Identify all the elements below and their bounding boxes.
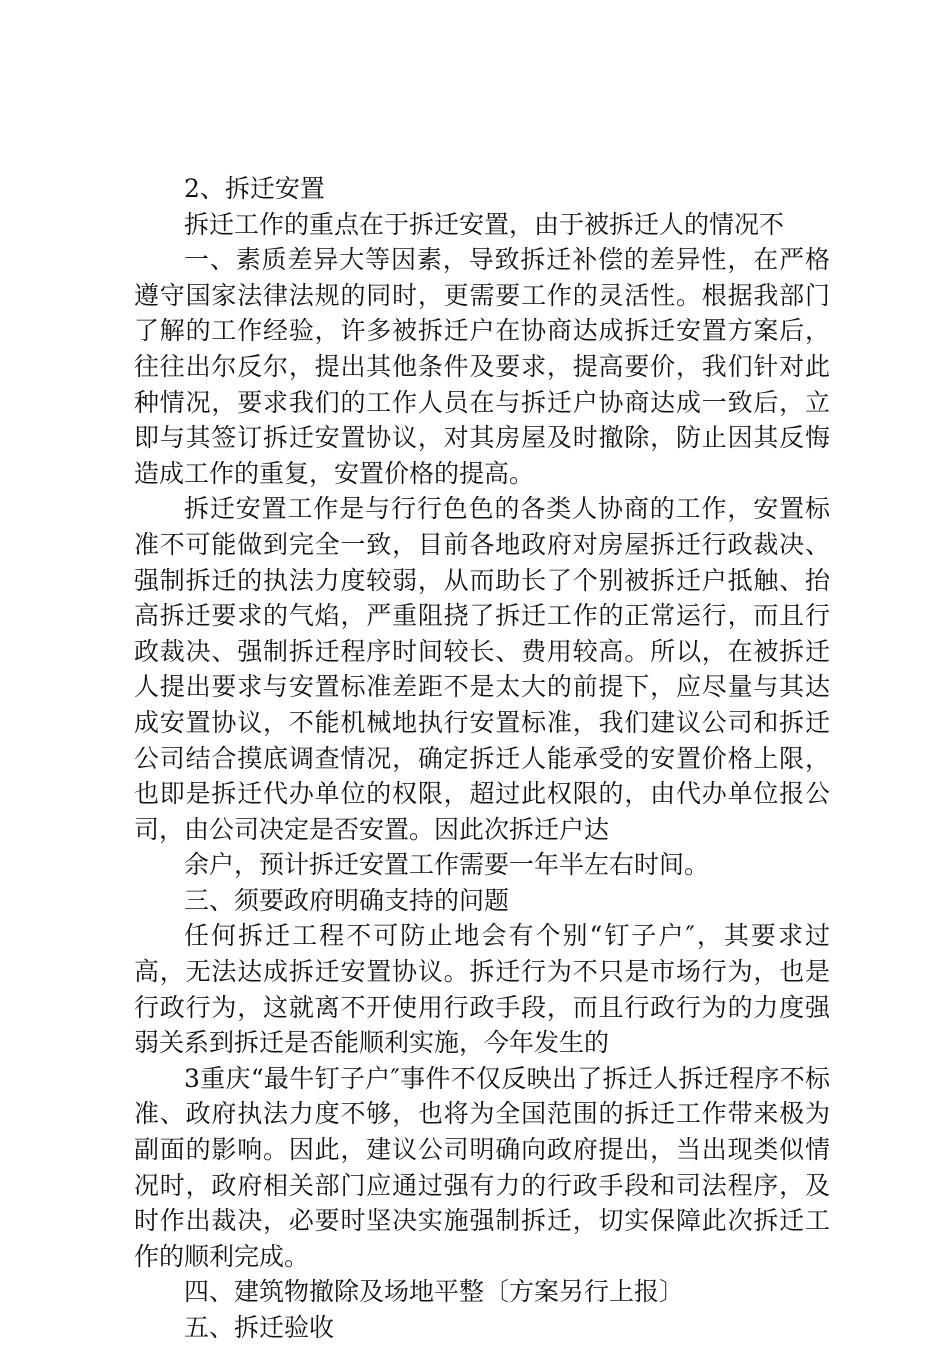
document-body bbox=[134, 171, 830, 1346]
paragraph: 一、素质差异大等因素，导致拆迁补偿的差异性，在严格遵守国家法律法规的同时，更需要工作的灵活性。根据我部门了解的工作经验，许多被拆迁户在协商达成拆迁安置方案后，往往出尔反尔，提出其他条件及要求，提高要价，我们针对此种情况，要求我们的工作人员在与拆迁户协商达成一致后，立即与其签订拆迁安置协议，对其房屋及时撤除，防止因其反悔造成工作的重复，安置价格的提高。 bbox=[134, 245, 830, 488]
paragraph: 拆迁工作的重点在于拆迁安置，由于被拆迁人的情况不 bbox=[184, 209, 785, 239]
paragraph: 3重庆“最牛钉子户″事件不仅反映出了拆迁人拆迁程序不标准、政府执法力度不够，也将为全国范围的拆迁工作带来极为副面的影响。因此，建议公司明确向政府提出，当出现类似情况时，政府相关部门应通过强有力的行政手段和司法程序，及时作出裁决，必要时坚决实施强制拆迁，切实保障此次拆迁工作的顺利完成。 bbox=[134, 1063, 830, 1271]
section-heading-acceptance: 五、拆迁验收 bbox=[184, 1313, 335, 1342]
section-heading-demolition: 四、建筑物撤除及场地平整〔方案另行上报〕 bbox=[184, 1277, 685, 1307]
section-heading-relocation: 2、拆迁安置 bbox=[184, 174, 325, 203]
paragraph: 拆迁安置工作是与行行色色的各类人协商的工作，安置标准不可能做到完全一致，目前各地政府对房屋拆迁行政裁决、强制拆迁的执法力度较弱，从而助长了个别被拆迁户抵触、抬高拆迁要求的气焰，严重阻挠了拆迁工作的正常运行，而且行政裁决、强制拆迁程序时间较长、费用较高。所以，在被拆迁人提出要求与安置标准差距不是太大的前提下，应尽量与其达成安置协议，不能机械地执行安置标准，我们建议公司和拆迁公司结合摸底调查情况，确定拆迁人能承受的安置价格上限，也即是拆迁代办单位的权限，超过此权限的，由代办单位报公司，由公司决定是否安置。因此次拆迁户达 bbox=[134, 494, 830, 844]
paragraph: 任何拆迁工程不可防止地会有个别“钉子户″，其要求过高，无法达成拆迁安置协议。拆迁行为不只是市场行为，也是行政行为，这就离不开使用行政手段，而且行政行为的力度强弱关系到拆迁是否能顺利实施，今年发生的 bbox=[134, 921, 830, 1058]
section-heading-government-support: 三、须要政府明确支持的问题 bbox=[184, 885, 510, 915]
paragraph: 余户，预计拆迁安置工作需要一年半左右时间。 bbox=[184, 850, 710, 880]
